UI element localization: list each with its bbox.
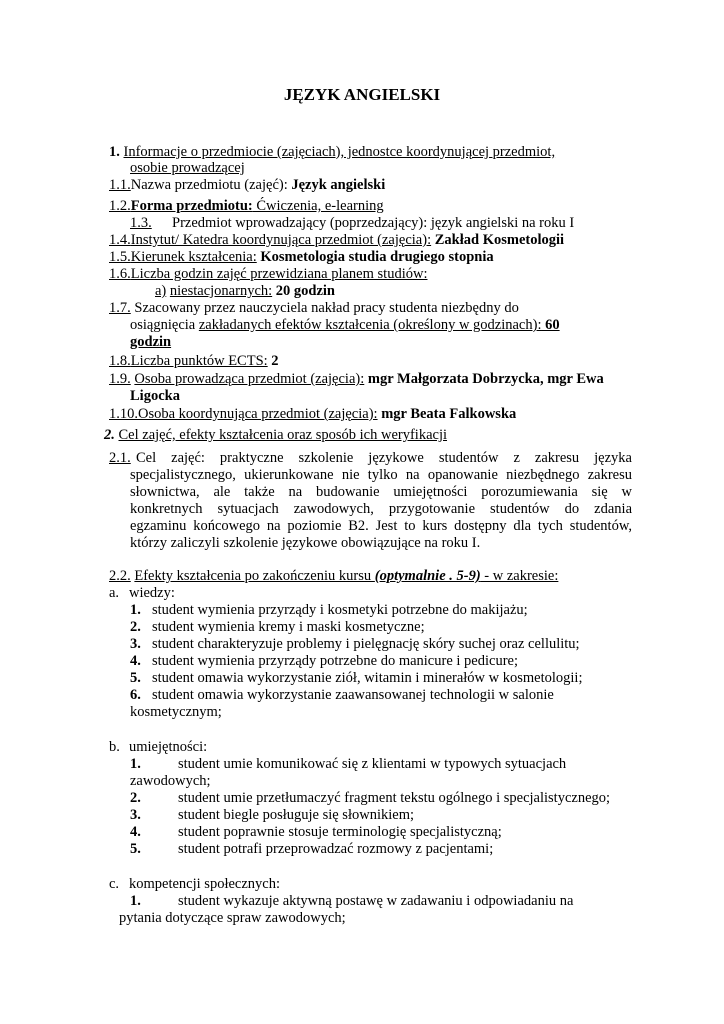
skills-item-5-number: 5. bbox=[130, 841, 141, 857]
section-2-heading bbox=[104, 427, 447, 444]
item-1-2-value: Ćwiczenia, e-learning bbox=[252, 198, 384, 214]
item-1-2 bbox=[109, 198, 384, 215]
item-1-8-label: Liczba punktów ECTS: bbox=[130, 353, 268, 369]
item-1-7-line3 bbox=[130, 334, 171, 351]
skills-item-2-number: 2. bbox=[130, 790, 141, 806]
item-2-1-line3: słownictwa, ale także na budowanie umiejętności porozumiewania się w bbox=[130, 484, 632, 500]
item-1-3-number: 1.3. bbox=[130, 215, 152, 231]
item-1-3-text: Przedmiot wprowadzający (poprzedzający): język angielski na roku I bbox=[172, 215, 575, 231]
social-letter: c. bbox=[109, 876, 120, 892]
item-1-6-sub-value: 20 godzin bbox=[272, 283, 335, 299]
item-1-7-line2-underlined: zakładanych efektów kształcenia (określony w godzinach): bbox=[198, 317, 542, 333]
item-1-5 bbox=[109, 249, 494, 266]
item-1-7 bbox=[109, 300, 519, 317]
item-1-1 bbox=[109, 177, 385, 194]
section-2-heading-text: Cel zajęć, efekty kształcenia oraz sposób ich weryfikacji bbox=[118, 427, 448, 443]
knowledge-item-1 bbox=[130, 602, 528, 619]
item-1-10-label: Osoba koordynująca przedmiot (zajęcia): bbox=[138, 406, 378, 422]
item-1-4-value: Zakład Kosmetologii bbox=[431, 232, 565, 248]
item-1-6-label: Liczba godzin zajęć przewidziana planem studiów: bbox=[130, 266, 428, 282]
knowledge-item-4-number: 4. bbox=[130, 653, 141, 669]
item-1-10-value: mgr Beata Falkowska bbox=[377, 406, 517, 422]
item-1-1-value: Język angielski bbox=[291, 177, 386, 193]
item-1-1-number: 1.1. bbox=[109, 177, 131, 193]
item-1-8-number: 1.8. bbox=[109, 353, 131, 369]
item-1-7-line2-value: 60 bbox=[541, 317, 560, 333]
item-1-3 bbox=[130, 215, 574, 232]
item-1-6-sub-letter: a) bbox=[155, 283, 167, 299]
skills-item-3-text: student biegle posługuje się słownikiem; bbox=[178, 807, 415, 823]
item-1-7-line3-text: godzin bbox=[130, 334, 172, 350]
social-heading bbox=[109, 876, 280, 893]
item-1-5-value: Kosmetologia studia drugiego stopnia bbox=[256, 249, 494, 265]
skills-item-3-number: 3. bbox=[130, 807, 141, 823]
knowledge-item-1-number: 1. bbox=[130, 602, 141, 618]
skills-item-1-number: 1. bbox=[130, 756, 141, 772]
skills-item-1 bbox=[130, 756, 566, 773]
item-1-9-value: mgr Małgorzata Dobrzycka, mgr Ewa bbox=[364, 371, 604, 387]
social-item-1-number: 1. bbox=[130, 893, 141, 909]
item-1-9 bbox=[109, 371, 604, 388]
skills-heading bbox=[109, 739, 207, 756]
item-1-8-value: 2 bbox=[267, 353, 279, 369]
knowledge-item-4-text: student wymienia przyrządy potrzebne do manicure i pedicure; bbox=[152, 653, 518, 669]
social-item-1-text: student wykazuje aktywną postawę w zadawaniu i odpowiadaniu na bbox=[178, 893, 574, 909]
knowledge-item-5-number: 5. bbox=[130, 670, 141, 686]
skills-item-5-text: student potrafi przeprowadzać rozmowy z pacjentami; bbox=[178, 841, 494, 857]
knowledge-item-3-number: 3. bbox=[130, 636, 141, 652]
social-item-1 bbox=[130, 893, 573, 910]
knowledge-item-5-text: student omawia wykorzystanie ziół, witamin i minerałów w kosmetologii; bbox=[152, 670, 583, 686]
item-2-1-number: 2.1. bbox=[109, 450, 131, 466]
skills-item-2 bbox=[130, 790, 610, 807]
knowledge-item-3-text: student charakteryzuje problemy i pielęgnację skóry suchej oraz cellulitu; bbox=[152, 636, 580, 652]
item-2-2 bbox=[109, 568, 558, 585]
skills-item-5 bbox=[130, 841, 493, 858]
knowledge-letter: a. bbox=[109, 585, 120, 601]
skills-item-4-number: 4. bbox=[130, 824, 141, 840]
section-1-heading-line1: Informacje o przedmiocie (zajęciach), jednostce koordynującej przedmiot, bbox=[123, 144, 556, 160]
item-1-7-line2 bbox=[130, 317, 560, 334]
knowledge-label: wiedzy: bbox=[129, 585, 175, 601]
knowledge-item-2-number: 2. bbox=[130, 619, 141, 635]
knowledge-item-6-text: student omawia wykorzystanie zaawansowanej technologii w salonie bbox=[152, 687, 554, 703]
skills-item-1-cont: zawodowych; bbox=[130, 773, 211, 789]
item-2-2-label: Efekty kształcenia po zakończeniu kursu bbox=[134, 568, 375, 584]
knowledge-heading bbox=[109, 585, 175, 602]
knowledge-item-6 bbox=[130, 687, 554, 704]
item-2-1-number-wrap bbox=[109, 450, 131, 467]
item-1-9-label: Osoba prowadząca przedmiot (zajęcia): bbox=[134, 371, 365, 387]
item-1-10-number: 1.10. bbox=[109, 406, 138, 422]
item-2-1-line1: Cel zajęć: praktyczne szkolenie językowe studentów z zakresu języka bbox=[136, 450, 632, 466]
item-1-2-number: 1.2. bbox=[109, 198, 131, 214]
skills-item-2-text: student umie przetłumaczyć fragment tekstu ogólnego i specjalistycznego; bbox=[178, 790, 611, 806]
social-label: kompetencji społecznych: bbox=[129, 876, 280, 892]
skills-item-1-text: student umie komunikować się z klientami w typowych sytuacjach bbox=[178, 756, 567, 772]
item-1-7-line1: Szacowany przez nauczyciela nakład pracy studenta niezbędny do bbox=[134, 300, 519, 316]
section-1-number: 1. bbox=[109, 144, 120, 160]
skills-letter: b. bbox=[109, 739, 120, 755]
knowledge-item-6-cont: kosmetycznym; bbox=[130, 704, 222, 720]
item-1-9-number: 1.9. bbox=[109, 371, 131, 387]
knowledge-item-5 bbox=[130, 670, 583, 687]
item-1-4-label: Instytut/ Katedra koordynująca przedmiot (zajęcia): bbox=[130, 232, 432, 248]
skills-label: umiejętności: bbox=[129, 739, 208, 755]
item-1-6 bbox=[109, 266, 427, 283]
item-2-2-number: 2.2. bbox=[109, 568, 131, 584]
skills-item-4 bbox=[130, 824, 502, 841]
section-1-heading bbox=[109, 144, 555, 161]
skills-item-4-text: student poprawnie stosuje terminologię specjalistyczną; bbox=[178, 824, 502, 840]
knowledge-item-2 bbox=[130, 619, 425, 636]
knowledge-item-1-text: student wymienia przyrządy i kosmetyki potrzebne do makijażu; bbox=[152, 602, 528, 618]
item-1-7-number: 1.7. bbox=[109, 300, 131, 316]
knowledge-item-3 bbox=[130, 636, 580, 653]
item-1-4 bbox=[109, 232, 564, 249]
item-2-2-italic: (optymalnie . 5-9) bbox=[374, 568, 481, 584]
section-1-heading-line2: osobie prowadzącej bbox=[130, 160, 245, 176]
knowledge-item-2-text: student wymienia kremy i maski kosmetyczne; bbox=[152, 619, 425, 635]
page-title: JĘZYK ANGIELSKI bbox=[283, 85, 441, 104]
item-1-4-number: 1.4. bbox=[109, 232, 131, 248]
skills-item-3 bbox=[130, 807, 414, 824]
item-2-1-line2: specjalistycznego, ukierunkowane nie tylko na opanowanie niezbędnego zakresu bbox=[130, 467, 632, 483]
item-2-1-line4: konkretnych sytuacjach zawodowych, przygotowanie studentów do zdania bbox=[130, 501, 632, 517]
item-1-9-cont bbox=[130, 388, 180, 405]
item-1-2-label: Forma przedmiotu: bbox=[130, 198, 253, 214]
item-1-8 bbox=[109, 353, 279, 370]
item-1-9-value2: Ligocka bbox=[130, 388, 180, 404]
item-1-7-line2-plain: osiągnięcia bbox=[130, 317, 199, 333]
knowledge-item-6-number: 6. bbox=[130, 687, 141, 703]
item-2-1-line5: egzaminu końcowego na poziomie B2. Jest to kurs dostępny dla tych studentów, bbox=[130, 518, 632, 534]
item-2-1-line6: którzy zaliczyli szkolenie językowe obowiązujące na roku I. bbox=[130, 535, 481, 551]
item-2-2-tail: - w zakresie: bbox=[480, 568, 559, 584]
item-1-6-sub-label: niestacjonarnych: bbox=[169, 283, 273, 299]
item-1-10 bbox=[109, 406, 516, 423]
item-1-6-sub bbox=[155, 283, 335, 300]
knowledge-item-4 bbox=[130, 653, 518, 670]
item-1-1-label: Nazwa przedmiotu (zajęć): bbox=[130, 177, 292, 193]
section-2-number: 2. bbox=[104, 427, 115, 443]
item-1-6-number: 1.6. bbox=[109, 266, 131, 282]
item-1-5-number: 1.5. bbox=[109, 249, 131, 265]
item-1-5-label: Kierunek kształcenia: bbox=[130, 249, 257, 265]
social-item-1-cont: pytania dotyczące spraw zawodowych; bbox=[119, 910, 346, 926]
